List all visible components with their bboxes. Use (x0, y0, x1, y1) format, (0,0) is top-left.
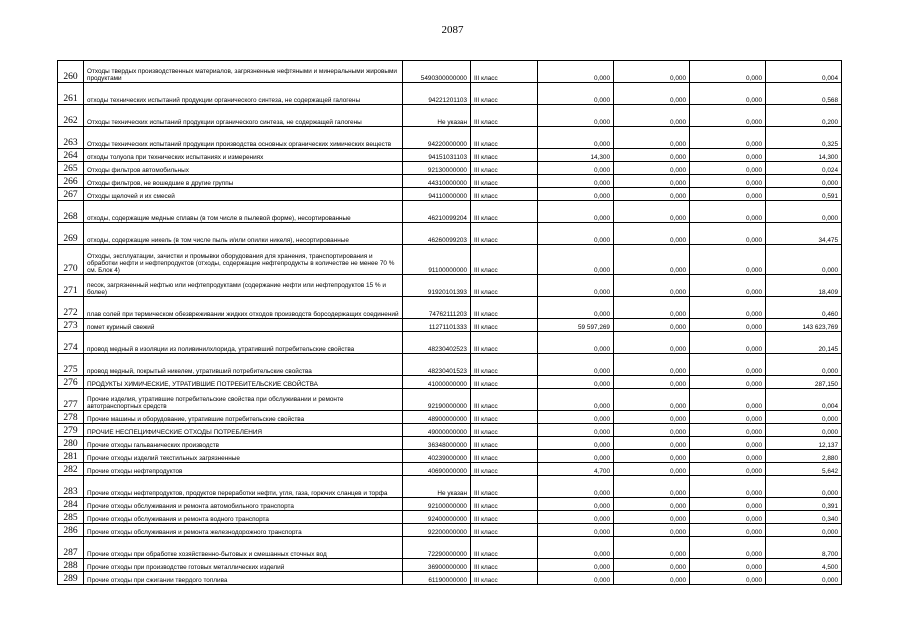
table-row (58, 572, 842, 585)
waste-code: 40239000000 (403, 450, 471, 463)
table-row (58, 354, 842, 376)
value-2: 0,000 (614, 201, 690, 223)
value-3: 0,000 (690, 275, 766, 297)
row-number: 284 (58, 498, 84, 511)
value-2: 0,000 (614, 319, 690, 332)
value-2: 0,000 (614, 149, 690, 162)
waste-name: помет куриный свежий (84, 319, 403, 332)
value-4: 12,137 (766, 437, 842, 450)
row-number: 279 (58, 424, 84, 437)
value-4: 4,500 (766, 559, 842, 572)
value-2: 0,000 (614, 332, 690, 354)
value-1: 0,000 (538, 437, 614, 450)
value-4: 0,000 (766, 201, 842, 223)
value-1: 0,000 (538, 275, 614, 297)
waste-code: 46260099203 (403, 223, 471, 245)
waste-code: 94221201103 (403, 83, 471, 105)
hazard-class: III класс (471, 275, 538, 297)
value-1: 0,000 (538, 511, 614, 524)
table-row (58, 376, 842, 389)
waste-name: Отходы, эксплуатации, зачистки и промывки оборудования для хранения, транспортирования и обработки нефти и нефтепродуктов (отходы, содержащие нефтепродукты в количестве не менее 70 % см. Блок 4) (84, 245, 403, 275)
row-number: 287 (58, 537, 84, 559)
row-number: 278 (58, 411, 84, 424)
hazard-class: III класс (471, 376, 538, 389)
value-3: 0,000 (690, 411, 766, 424)
table-row (58, 275, 842, 297)
value-2: 0,000 (614, 411, 690, 424)
value-2: 0,000 (614, 572, 690, 585)
waste-name: отходы толуола при технических испытаниях и измерениях (84, 149, 403, 162)
table-row (58, 511, 842, 524)
waste-name: Отходы технических испытаний продукции органического синтеза, не содержащей галогены (84, 105, 403, 127)
row-number: 271 (58, 275, 84, 297)
value-4: 0,591 (766, 188, 842, 201)
value-2: 0,000 (614, 61, 690, 83)
value-4: 0,000 (766, 524, 842, 537)
value-1: 0,000 (538, 498, 614, 511)
row-number: 261 (58, 83, 84, 105)
waste-name: Прочие отходы при сжигании твердого топлива (84, 572, 403, 585)
hazard-class: III класс (471, 524, 538, 537)
waste-code: 49000000000 (403, 424, 471, 437)
table-row (58, 559, 842, 572)
value-3: 0,000 (690, 437, 766, 450)
value-2: 0,000 (614, 559, 690, 572)
hazard-class: III класс (471, 245, 538, 275)
hazard-class: III класс (471, 297, 538, 319)
hazard-class: III класс (471, 332, 538, 354)
waste-name: отходы технических испытаний продукции органического синтеза, не содержащей галогены (84, 83, 403, 105)
value-2: 0,000 (614, 223, 690, 245)
row-number: 267 (58, 188, 84, 201)
value-1: 0,000 (538, 389, 614, 411)
value-4: 20,145 (766, 332, 842, 354)
value-2: 0,000 (614, 105, 690, 127)
value-2: 0,000 (614, 450, 690, 463)
table-row (58, 245, 842, 275)
value-4: 0,000 (766, 354, 842, 376)
value-2: 0,000 (614, 498, 690, 511)
waste-name: Отходы технических испытаний продукции производства основных органических химических веществ (84, 127, 403, 149)
waste-name: Прочие отходы обслуживания и ремонта железнодорожного транспорта (84, 524, 403, 537)
waste-code: 48900000000 (403, 411, 471, 424)
table-row (58, 188, 842, 201)
waste-code: 74762111203 (403, 297, 471, 319)
row-number: 262 (58, 105, 84, 127)
value-3: 0,000 (690, 149, 766, 162)
hazard-class: III класс (471, 201, 538, 223)
table-row (58, 463, 842, 476)
value-4: 0,340 (766, 511, 842, 524)
waste-name: Отходы щелочей и их смесей (84, 188, 403, 201)
value-1: 0,000 (538, 524, 614, 537)
waste-code: 92100000000 (403, 498, 471, 511)
value-4: 287,150 (766, 376, 842, 389)
hazard-class: III класс (471, 149, 538, 162)
waste-name: Прочие отходы при производстве готовых металлических изделий (84, 559, 403, 572)
waste-name: песок, загрязненный нефтью или нефтепродуктами (содержание нефти или нефтепродуктов 15 % и более) (84, 275, 403, 297)
value-4: 0,000 (766, 245, 842, 275)
waste-code: 48230401523 (403, 354, 471, 376)
value-3: 0,000 (690, 498, 766, 511)
value-4: 0,000 (766, 476, 842, 498)
row-number: 265 (58, 162, 84, 175)
value-4: 0,325 (766, 127, 842, 149)
value-1: 0,000 (538, 354, 614, 376)
value-1: 0,000 (538, 450, 614, 463)
value-1: 0,000 (538, 223, 614, 245)
value-3: 0,000 (690, 332, 766, 354)
value-3: 0,000 (690, 463, 766, 476)
waste-name: Прочие изделия, утратившие потребительские свойства при обслуживании и ремонте автотранспортных средств (84, 389, 403, 411)
waste-code: Не указан (403, 476, 471, 498)
value-3: 0,000 (690, 476, 766, 498)
hazard-class: III класс (471, 476, 538, 498)
row-number: 288 (58, 559, 84, 572)
value-4: 0,000 (766, 175, 842, 188)
waste-name: Прочие машины и оборудование, утратившие потребительские свойства (84, 411, 403, 424)
value-1: 0,000 (538, 411, 614, 424)
hazard-class: III класс (471, 572, 538, 585)
hazard-class: III класс (471, 537, 538, 559)
waste-name: ПРОДУКТЫ ХИМИЧЕСКИЕ, УТРАТИВШИЕ ПОТРЕБИТЕЛЬСКИЕ СВОЙСТВА (84, 376, 403, 389)
value-3: 0,000 (690, 424, 766, 437)
value-3: 0,000 (690, 83, 766, 105)
value-1: 0,000 (538, 572, 614, 585)
waste-name: плав солей при термическом обезвреживании жидких отходов производств борсодержащих соединений (84, 297, 403, 319)
waste-name: ПРОЧИЕ НЕСПЕЦИФИЧЕСКИЕ ОТХОДЫ ПОТРЕБЛЕНИЯ (84, 424, 403, 437)
value-3: 0,000 (690, 105, 766, 127)
waste-code: 92200000000 (403, 524, 471, 537)
row-number: 264 (58, 149, 84, 162)
waste-name: Прочие отходы при обработке хозяйственно-бытовых и смешанных сточных вод (84, 537, 403, 559)
row-number: 260 (58, 61, 84, 83)
table-row (58, 424, 842, 437)
value-4: 0,000 (766, 424, 842, 437)
value-3: 0,000 (690, 162, 766, 175)
hazard-class: III класс (471, 411, 538, 424)
value-4: 2,880 (766, 450, 842, 463)
row-number: 272 (58, 297, 84, 319)
waste-name: отходы, содержащие никель (в том числе пыль и/или опилки никеля), несортированные (84, 223, 403, 245)
waste-code: 61190000000 (403, 572, 471, 585)
value-4: 0,391 (766, 498, 842, 511)
table-body (58, 61, 842, 585)
value-2: 0,000 (614, 188, 690, 201)
table-row (58, 411, 842, 424)
waste-name: провод медный, покрытый никелем, утративший потребительские свойства (84, 354, 403, 376)
hazard-class: III класс (471, 105, 538, 127)
waste-name: Прочие отходы гальванических производств (84, 437, 403, 450)
value-4: 0,200 (766, 105, 842, 127)
waste-code: 92190000000 (403, 389, 471, 411)
value-2: 0,000 (614, 524, 690, 537)
value-1: 0,000 (538, 162, 614, 175)
table-row (58, 61, 842, 83)
value-3: 0,000 (690, 127, 766, 149)
value-1: 0,000 (538, 83, 614, 105)
row-number: 282 (58, 463, 84, 476)
value-3: 0,000 (690, 61, 766, 83)
value-3: 0,000 (690, 297, 766, 319)
waste-name: Отходы твердых производственных материалов, загрязненные нефтяными и минеральными жировыми продуктами (84, 61, 403, 83)
value-4: 0,004 (766, 389, 842, 411)
table-row (58, 524, 842, 537)
waste-code: 94151031103 (403, 149, 471, 162)
waste-code: 41000000000 (403, 376, 471, 389)
hazard-class: III класс (471, 175, 538, 188)
row-number: 270 (58, 245, 84, 275)
value-2: 0,000 (614, 389, 690, 411)
value-2: 0,000 (614, 275, 690, 297)
value-1: 0,000 (538, 188, 614, 201)
table-row (58, 201, 842, 223)
value-3: 0,000 (690, 319, 766, 332)
value-2: 0,000 (614, 127, 690, 149)
waste-code: 91100000000 (403, 245, 471, 275)
waste-code: 48230402523 (403, 332, 471, 354)
value-2: 0,000 (614, 424, 690, 437)
value-2: 0,000 (614, 511, 690, 524)
row-number: 286 (58, 524, 84, 537)
value-3: 0,000 (690, 524, 766, 537)
value-1: 59 597,269 (538, 319, 614, 332)
value-1: 0,000 (538, 424, 614, 437)
value-3: 0,000 (690, 537, 766, 559)
waste-code: 72290000000 (403, 537, 471, 559)
value-3: 0,000 (690, 188, 766, 201)
waste-code: 91920101393 (403, 275, 471, 297)
table-row (58, 537, 842, 559)
value-4: 8,700 (766, 537, 842, 559)
row-number: 263 (58, 127, 84, 149)
hazard-class: III класс (471, 223, 538, 245)
value-4: 5,642 (766, 463, 842, 476)
row-number: 289 (58, 572, 84, 585)
value-1: 14,300 (538, 149, 614, 162)
row-number: 277 (58, 389, 84, 411)
table-row (58, 332, 842, 354)
waste-code: 36348000000 (403, 437, 471, 450)
table-row (58, 319, 842, 332)
table-row (58, 498, 842, 511)
hazard-class: III класс (471, 463, 538, 476)
row-number: 268 (58, 201, 84, 223)
value-2: 0,000 (614, 437, 690, 450)
row-number: 276 (58, 376, 84, 389)
hazard-class: III класс (471, 389, 538, 411)
table-row (58, 127, 842, 149)
value-3: 0,000 (690, 354, 766, 376)
value-1: 0,000 (538, 175, 614, 188)
value-2: 0,000 (614, 175, 690, 188)
value-1: 0,000 (538, 297, 614, 319)
table-row (58, 149, 842, 162)
table-row (58, 450, 842, 463)
waste-code: 36900000000 (403, 559, 471, 572)
row-number: 274 (58, 332, 84, 354)
row-number: 275 (58, 354, 84, 376)
waste-name: Прочие отходы нефтепродуктов (84, 463, 403, 476)
value-3: 0,000 (690, 559, 766, 572)
value-1: 0,000 (538, 105, 614, 127)
value-2: 0,000 (614, 476, 690, 498)
value-4: 143 623,769 (766, 319, 842, 332)
value-3: 0,000 (690, 389, 766, 411)
value-1: 0,000 (538, 332, 614, 354)
hazard-class: III класс (471, 450, 538, 463)
table-row (58, 162, 842, 175)
value-4: 0,000 (766, 572, 842, 585)
hazard-class: III класс (471, 162, 538, 175)
waste-name: Прочие отходы нефтепродуктов, продуктов переработки нефти, угля, газа, горючих сланцев и торфа (84, 476, 403, 498)
value-4: 34,475 (766, 223, 842, 245)
value-2: 0,000 (614, 245, 690, 275)
waste-code: 46210099204 (403, 201, 471, 223)
value-4: 0,568 (766, 83, 842, 105)
row-number: 283 (58, 476, 84, 498)
value-4: 14,300 (766, 149, 842, 162)
hazard-class: III класс (471, 498, 538, 511)
value-4: 18,409 (766, 275, 842, 297)
hazard-class: III класс (471, 559, 538, 572)
hazard-class: III класс (471, 61, 538, 83)
table-row (58, 389, 842, 411)
waste-name: Отходы фильтров автомобильных (84, 162, 403, 175)
value-3: 0,000 (690, 175, 766, 188)
value-2: 0,000 (614, 297, 690, 319)
waste-name: Прочие отходы изделий текстильных загрязненные (84, 450, 403, 463)
value-2: 0,000 (614, 162, 690, 175)
waste-code: 44310000000 (403, 175, 471, 188)
row-number: 285 (58, 511, 84, 524)
value-4: 0,024 (766, 162, 842, 175)
waste-code: 5490300000000 (403, 61, 471, 83)
hazard-class: III класс (471, 127, 538, 149)
waste-code: 40690000000 (403, 463, 471, 476)
value-1: 4,700 (538, 463, 614, 476)
hazard-class: III класс (471, 424, 538, 437)
table-row (58, 175, 842, 188)
value-1: 0,000 (538, 245, 614, 275)
waste-code: 92130000000 (403, 162, 471, 175)
row-number: 281 (58, 450, 84, 463)
value-1: 0,000 (538, 559, 614, 572)
row-number: 266 (58, 175, 84, 188)
value-3: 0,000 (690, 201, 766, 223)
waste-name: отходы, содержащие медные сплавы (в том числе в пылевой форме), несортированные (84, 201, 403, 223)
hazard-class: III класс (471, 354, 538, 376)
waste-table (57, 60, 842, 585)
value-1: 0,000 (538, 537, 614, 559)
value-1: 0,000 (538, 476, 614, 498)
value-3: 0,000 (690, 245, 766, 275)
table-row (58, 437, 842, 450)
waste-code: 94220000000 (403, 127, 471, 149)
page-number: 2087 (441, 24, 464, 36)
value-3: 0,000 (690, 511, 766, 524)
hazard-class: III класс (471, 511, 538, 524)
waste-code: 92400000000 (403, 511, 471, 524)
value-2: 0,000 (614, 354, 690, 376)
table-row (58, 83, 842, 105)
value-1: 0,000 (538, 61, 614, 83)
value-3: 0,000 (690, 223, 766, 245)
value-3: 0,000 (690, 450, 766, 463)
row-number: 269 (58, 223, 84, 245)
value-1: 0,000 (538, 376, 614, 389)
table-row (58, 476, 842, 498)
hazard-class: III класс (471, 188, 538, 201)
value-2: 0,000 (614, 83, 690, 105)
hazard-class: III класс (471, 319, 538, 332)
row-number: 280 (58, 437, 84, 450)
waste-code: Не указан (403, 105, 471, 127)
value-4: 0,000 (766, 411, 842, 424)
hazard-class: III класс (471, 83, 538, 105)
value-1: 0,000 (538, 127, 614, 149)
table-row (58, 297, 842, 319)
waste-name: Прочие отходы обслуживания и ремонта водного транспорта (84, 511, 403, 524)
table-row (58, 105, 842, 127)
waste-name: Прочие отходы обслуживания и ремонта автомобильного транспорта (84, 498, 403, 511)
value-3: 0,000 (690, 572, 766, 585)
value-1: 0,000 (538, 201, 614, 223)
value-2: 0,000 (614, 537, 690, 559)
value-4: 0,460 (766, 297, 842, 319)
value-4: 0,004 (766, 61, 842, 83)
hazard-class: III класс (471, 437, 538, 450)
value-2: 0,000 (614, 463, 690, 476)
waste-code: 94110000000 (403, 188, 471, 201)
waste-code: 11271101333 (403, 319, 471, 332)
table-row (58, 223, 842, 245)
waste-name: провод медный в изоляции из поливинилхлорида, утративший потребительские свойства (84, 332, 403, 354)
value-2: 0,000 (614, 376, 690, 389)
waste-name: Отходы фильтров, не вошедшие в другие группы (84, 175, 403, 188)
row-number: 273 (58, 319, 84, 332)
value-3: 0,000 (690, 376, 766, 389)
